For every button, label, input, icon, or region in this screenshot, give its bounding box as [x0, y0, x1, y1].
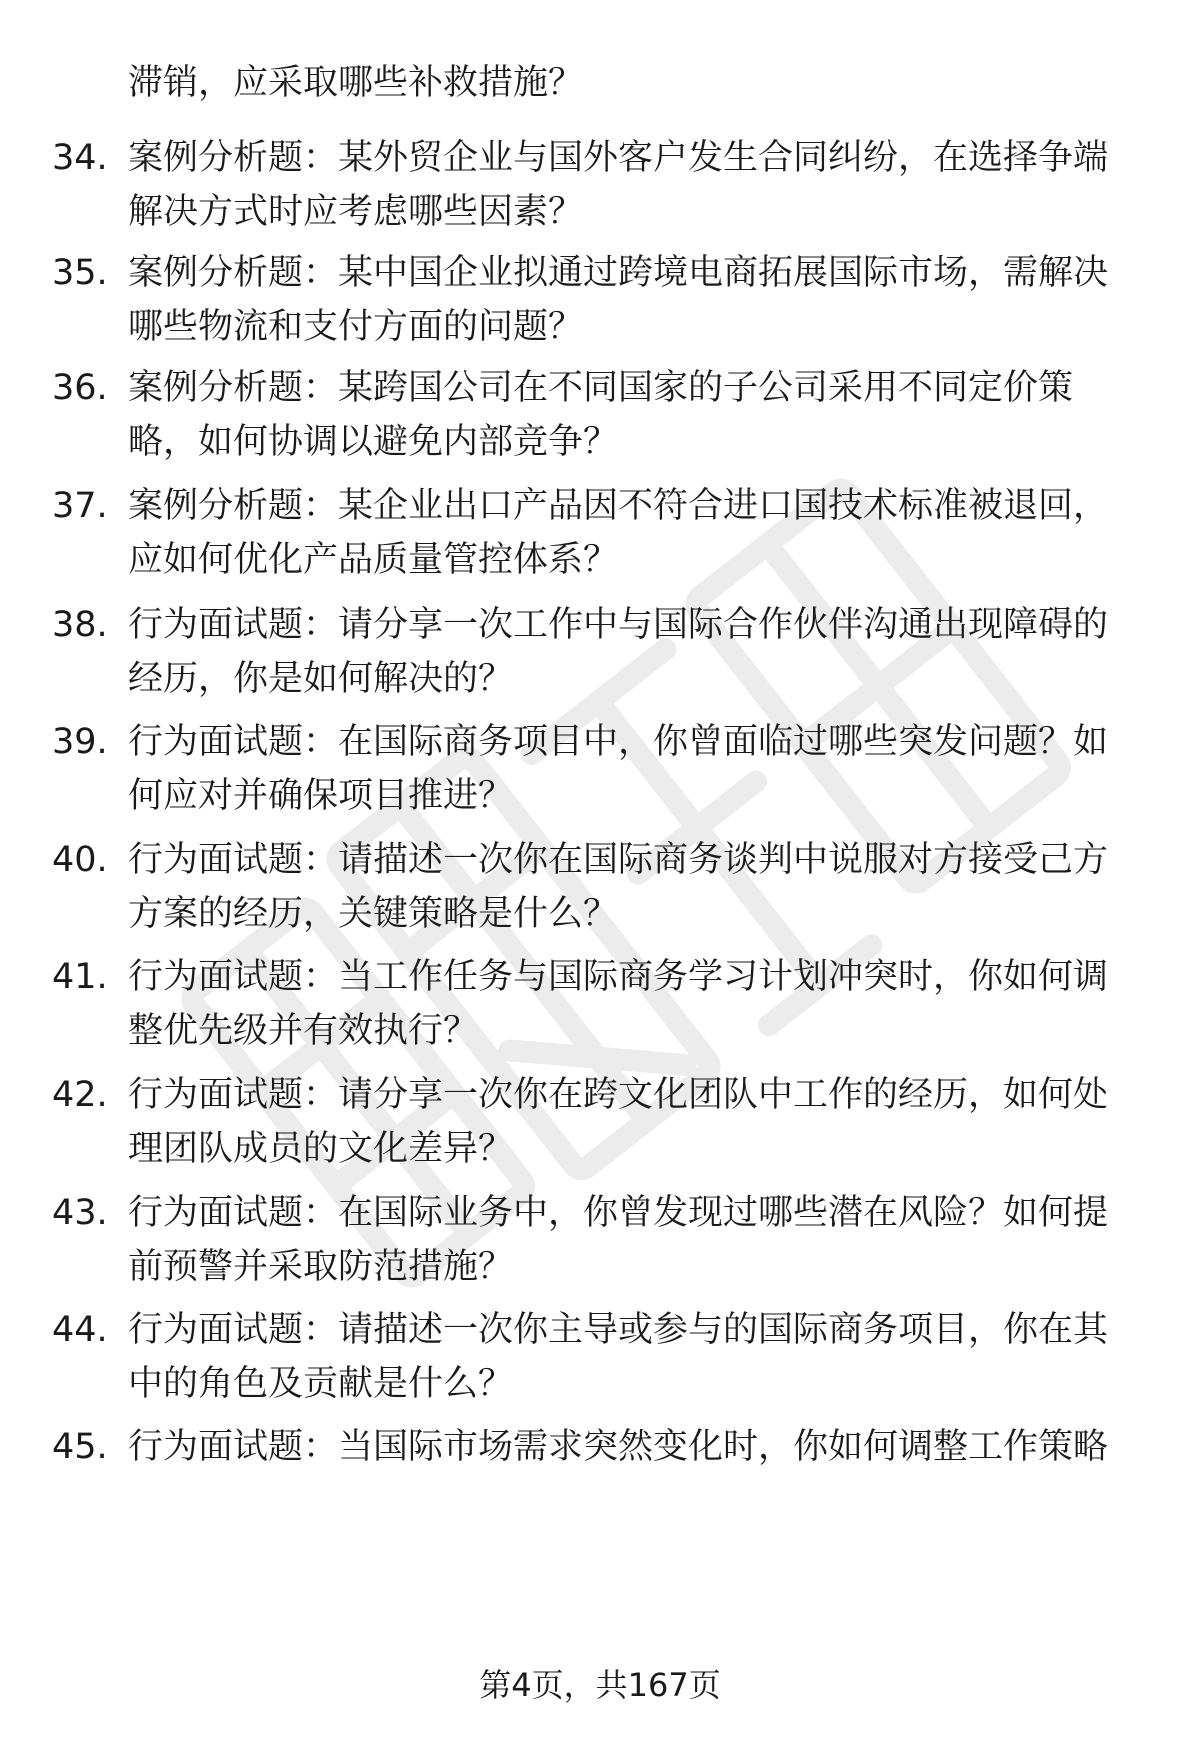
question-item — [0, 835, 1200, 945]
question-text-line-1: 行为面试题：当国际市场需求突然变化时，你如何调整工作策略 — [128, 1427, 1109, 1467]
question-text-line-2: 前预警并采取防范措施？ — [128, 1247, 514, 1287]
question-text-line-1: 行为面试题：当工作任务与国际商务学习计划冲突时，你如何调 — [128, 957, 1109, 997]
question-item — [0, 1422, 1200, 1532]
question-text-line-2: 解决方式时应考虑哪些因素？ — [128, 192, 584, 232]
question-text-line-2: 应如何优化产品质量管控体系？ — [128, 540, 619, 580]
question-number: 42. — [52, 1075, 108, 1115]
question-text-line-1: 案例分析题：某跨国公司在不同国家的子公司采用不同定价策 — [128, 368, 1074, 408]
question-text-line-1: 行为面试题：在国际商务项目中，你曾面临过哪些突发问题？如 — [128, 722, 1109, 762]
page-footer: 第4页，共167页 — [479, 1666, 721, 1704]
question-item — [0, 1188, 1200, 1298]
question-item — [0, 133, 1200, 243]
question-number: 45. — [52, 1427, 108, 1467]
question-text-line-2: 哪些物流和支付方面的问题？ — [128, 307, 584, 347]
question-item — [0, 1305, 1200, 1415]
question-text-line-1: 行为面试题：请分享一次你在跨文化团队中工作的经历，如何处 — [128, 1075, 1109, 1115]
question-item — [0, 481, 1200, 591]
question-number: 37. — [52, 486, 108, 526]
question-text-line-1: 行为面试题：在国际业务中，你曾发现过哪些潜在风险？如何提 — [128, 1193, 1109, 1233]
question-number: 35. — [52, 253, 108, 293]
question-number: 43. — [52, 1193, 108, 1233]
question-text-line-1: 行为面试题：请描述一次你在国际商务谈判中说服对方接受己方 — [128, 840, 1109, 880]
question-item — [0, 248, 1200, 358]
question-number: 41. — [52, 957, 108, 997]
question-number: 36. — [52, 368, 108, 408]
question-item — [0, 717, 1200, 827]
question-text-line-2: 略，如何协调以避免内部竞争？ — [128, 422, 619, 462]
question-text-line-1: 行为面试题：请描述一次你主导或参与的国际商务项目，你在其 — [128, 1310, 1109, 1350]
question-text-line-1: 行为面试题：请分享一次工作中与国际合作伙伴沟通出现障碍的 — [128, 605, 1109, 645]
question-text-line-2: 理团队成员的文化差异？ — [128, 1129, 514, 1169]
question-item — [0, 1070, 1200, 1180]
question-number: 39. — [52, 722, 108, 762]
question-number: 40. — [52, 840, 108, 880]
question-item — [0, 952, 1200, 1062]
question-text-line-1: 案例分析题：某外贸企业与国外客户发生合同纠纷，在选择争端 — [128, 138, 1109, 178]
question-text-line-1: 案例分析题：某中国企业拟通过跨境电商拓展国际市场，需解决 — [128, 253, 1109, 293]
question-text-line-2: 方案的经历，关键策略是什么？ — [128, 894, 619, 934]
question-number: 34. — [52, 138, 108, 178]
question-item — [0, 363, 1200, 473]
question-number: 38. — [52, 605, 108, 645]
question-text-line-2: 何应对并确保项目推进？ — [128, 776, 514, 816]
question-text-line-1: 案例分析题：某企业出口产品因不符合进口国技术标准被退回， — [128, 486, 1109, 526]
continued-question-text: 滞销，应采取哪些补救措施？ — [128, 63, 584, 103]
question-item — [0, 600, 1200, 710]
question-text-line-2: 中的角色及贡献是什么？ — [128, 1364, 514, 1404]
question-number: 44. — [52, 1310, 108, 1350]
question-text-line-2: 经历，你是如何解决的？ — [128, 659, 514, 699]
question-text-line-2: 整优先级并有效执行？ — [128, 1011, 479, 1051]
